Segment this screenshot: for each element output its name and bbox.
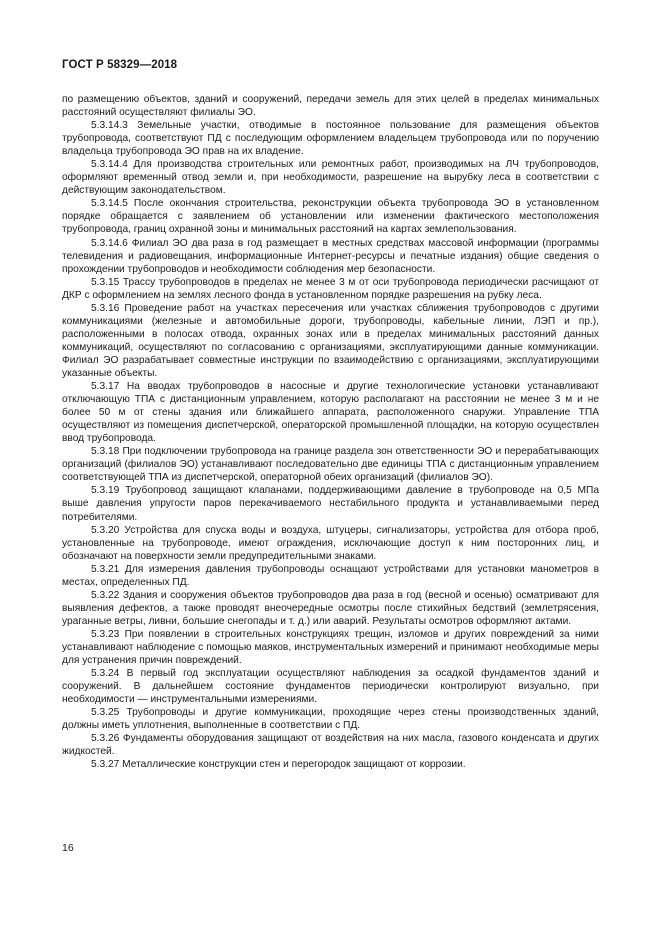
paragraph-5-3-21: 5.3.21 Для измерения давления трубопроводы оснащают устройствами для установки манометров в местах, определенных ПД. xyxy=(62,563,599,588)
paragraph-5-3-25: 5.3.25 Трубопроводы и другие коммуникации, проходящие через стены производственных зданий, должны иметь уплотнения, выполненные в соответствии с ПД. xyxy=(62,707,599,732)
paragraph-5-3-14-3: 5.3.14.3 Земельные участки, отводимые в постоянное пользование для размещения объектов трубопровода, соответствуют ПД с последующим оформлением владельцем трубопровода или по поручению владельца трубопровода ЭО прав на их владение. xyxy=(62,120,599,158)
paragraph-5-3-17: 5.3.17 На вводах трубопроводов в насосные и другие технологические установки устанавливают отключающую ТПА с дистанционным управлением, которую располагают на расстоянии не менее 3 м и не более 50 м от стены здания или ближайшего аппарата, расположенного снаружи. Управление ТПА осуществляют из помещения диспетчерской, операторской промышленной площадки, на которую осуществлен ввод трубопровода. xyxy=(62,381,599,445)
page-number: 16 xyxy=(62,842,74,854)
paragraph-5-3-26: 5.3.26 Фундаменты оборудования защищают от воздействия на них масла, газового конденсата и других жидкостей. xyxy=(62,733,599,758)
paragraph-5-3-19: 5.3.19 Трубопровод защищают клапанами, поддерживающими давление в трубопроводе на 0,5 МПа выше давления упругости паров перекачиваемого нестабильного продукта и устанавливаемыми перед потребителями. xyxy=(62,485,599,523)
paragraph-continuation: по размещению объектов, зданий и сооружений, передачи земель для этих целей в пределах минимальных расстояний осуществляют филиалы ЭО. xyxy=(62,94,599,119)
paragraph-5-3-24: 5.3.24 В первый год эксплуатации осуществляют наблюдения за осадкой фундаментов зданий и сооружений. В дальнейшем состояние фундаментов периодически контролируют визуально, при необходимости — инструментальными измерениями. xyxy=(62,668,599,706)
standard-header: ГОСТ Р 58329—2018 xyxy=(62,59,178,71)
paragraph-5-3-22: 5.3.22 Здания и сооружения объектов трубопроводов два раза в год (весной и осенью) осматривают для выявления дефектов, а также проводят внеочередные осмотры после стихийных бедствий (землетрясения, ураганные ветры, ливни, большие снегопады и т. д.) или аварий. Результаты осмотров оформляют актами. xyxy=(62,589,599,627)
paragraph-5-3-16: 5.3.16 Проведение работ на участках пересечения или участках сближения трубопроводов с другими коммуникациями (железные и автомобильные дороги, трубопроводы, кабельные линии, ЛЭП и пр.), расположенными в полосах отвода, охранных зонах или в пределах минимальных расстояний данных коммуникаций, осуществляют по согласованию с организациями, эксплуатирующими данные коммуникации. Филиал ЭО разрабатывает совместные инструкции по взаимодействию с организациями, эксплуатирующими указанные объекты. xyxy=(62,302,599,379)
paragraph-5-3-14-6: 5.3.14.6 Филиал ЭО два раза в год размещает в местных средствах массовой информации (программы телевидения и радиовещания, информационные Интернет-ресурсы и печатные издания) общие сведения о прохождении трубопроводов и необходимости соблюдения мер безопасности. xyxy=(62,237,599,275)
paragraph-5-3-18: 5.3.18 При подключении трубопровода на границе раздела зон ответственности ЭО и перерабатывающих организаций (филиалов ЭО) устанавливают последовательно две единицы ТПА с дистанционным управлением соответствующей ТПА из диспетчерской, операторной обеих организаций (филиалов ЭО). xyxy=(62,446,599,484)
paragraph-5-3-14-4: 5.3.14.4 Для производства строительных или ремонтных работ, производимых на ЛЧ трубопроводов, оформляют временный отвод земли и, при необходимости, разрешение на вырубку леса в соответствии с действующим законодательством. xyxy=(62,159,599,197)
paragraph-5-3-23: 5.3.23 При появлении в строительных конструкциях трещин, изломов и других повреждений за ними устанавливают наблюдение с помощью маяков, инструментальных измерений и принимают необходимые меры для устранения причин повреждений. xyxy=(62,628,599,667)
paragraph-5-3-15: 5.3.15 Трассу трубопроводов в пределах не менее 3 м от оси трубопровода периодически расчищают от ДКР с оформлением на землях лесного фонда в установленном порядке разрешения на рубку леса. xyxy=(62,276,599,301)
paragraph-5-3-20: 5.3.20 Устройства для спуска воды и воздуха, штуцеры, сигнализаторы, устройства для отбора проб, установленные на трубопроводе, имеют ограждения, исключающие доступ к ним посторонних лиц, и обозначают на поверхности земли предупредительными знаками. xyxy=(62,524,599,562)
paragraph-5-3-14-5: 5.3.14.5 После окончания строительства, реконструкции объекта трубопровода ЭО в установленном порядке обращается с заявлением об установлении или изменении фактического местоположения трубопровода, границ охранной зоны и минимальных расстояний на картах землепользования. xyxy=(62,198,599,236)
paragraph-5-3-27: 5.3.27 Металлические конструкции стен и перегородок защищают от коррозии. xyxy=(91,759,466,771)
document-body xyxy=(62,93,599,771)
